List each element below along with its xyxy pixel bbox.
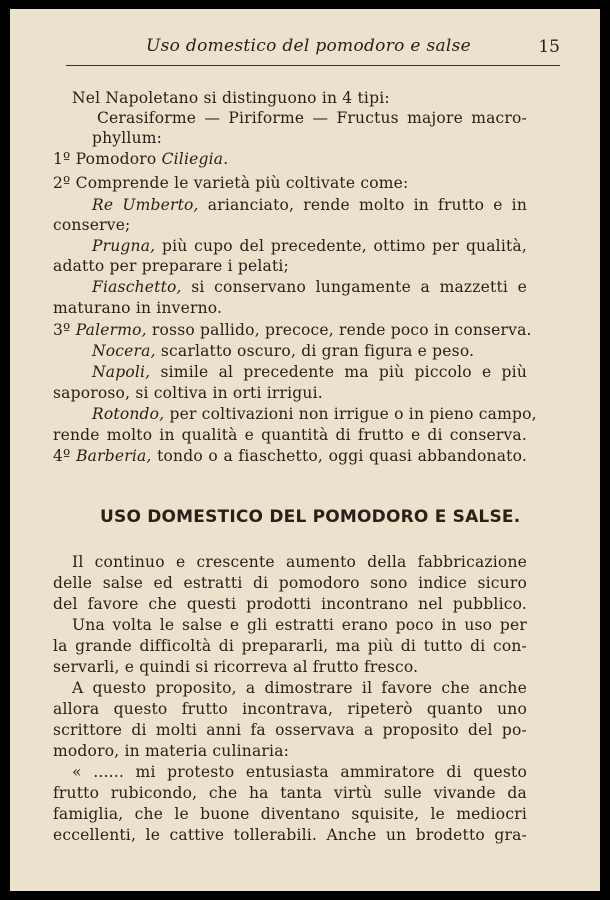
body-line: scrittore di molti anni fa osservava a proposito del po- <box>53 721 527 739</box>
variety-name: Rotondo, <box>92 405 165 423</box>
list-item-3 <box>53 320 532 340</box>
list-item-4 <box>53 446 527 466</box>
body-line: eccellenti, le cattive tollerabili. Anche un brodetto gra- <box>53 826 527 844</box>
body-line: frutto rubicondo, che ha tanta virtù sulle vivande da <box>53 784 527 802</box>
variety-ciliegia: Ciliegia. <box>161 150 229 168</box>
body-line: delle salse ed estratti di pomodoro sono indice sicuro <box>53 574 527 592</box>
variety-desc: scarlatto oscuro, di gran figura e peso. <box>155 342 475 360</box>
variety-fiaschetto-cont: maturano in inverno. <box>53 299 223 317</box>
item-3-label: 3º <box>53 321 71 339</box>
body-line: la grande difficoltà di prepararli, ma più di tutto di con- <box>53 637 527 655</box>
variety-desc: per coltivazioni non irrigue o in pieno campo, <box>164 405 537 423</box>
variety-desc: più cupo del precedente, ottimo per qualità, <box>155 237 527 255</box>
variety-desc: arianciato, rende molto in frutto e in <box>198 196 527 214</box>
variety-name: Fiaschetto, <box>92 278 182 296</box>
body-line: Una volta le salse e gli estratti erano poco in uso per <box>72 616 527 634</box>
list-types-line-1: Cerasiforme — Piriforme — Fructus majore macro- <box>97 109 527 127</box>
body-line: del favore che questi prodotti incontrano nel pubblico. <box>53 595 527 613</box>
variety-desc: simile al precedente ma più piccolo e più <box>150 363 527 381</box>
variety-desc: si conservano lungamente a mazzetti e <box>181 278 527 296</box>
variety-napoli <box>92 362 527 382</box>
variety-name: Napoli, <box>92 363 151 381</box>
variety-desc: tondo o a fiaschetto, oggi quasi abbandonato. <box>151 447 527 465</box>
variety-prugna <box>92 236 527 256</box>
variety-napoli-cont: saporoso, si coltiva in orti irrigui. <box>53 384 323 402</box>
page-number: 15 <box>538 37 560 57</box>
header-title: Uso domestico del pomodoro e salse <box>146 36 472 56</box>
body-line: modoro, in materia culinaria: <box>53 742 290 760</box>
variety-name: Re Umberto, <box>92 196 199 214</box>
variety-barberia: Barberia, <box>76 447 152 465</box>
body-line: famiglia, che le buone diventano squisite, le mediocri <box>53 805 527 823</box>
list-item-1 <box>53 149 228 169</box>
list-intro: Nel Napoletano si distinguono in 4 tipi: <box>72 89 390 107</box>
variety-palermo: Palermo, <box>75 321 147 339</box>
variety-prugna-cont: adatto per preparare i pelati; <box>53 257 289 275</box>
list-item-2: 2º Comprende le varietà più coltivate come: <box>53 174 409 192</box>
variety-name: Nocera, <box>92 342 156 360</box>
variety-re-umberto-cont: conserve; <box>53 216 131 234</box>
variety-rotondo-cont: rende molto in qualità e quantità di frutto e di conserva. <box>53 426 527 444</box>
body-line: Il continuo e crescente aumento della fabbricazione <box>72 553 527 571</box>
variety-fiaschetto <box>92 277 527 297</box>
body-line: A questo proposito, a dimostrare il favore che anche <box>72 679 527 697</box>
item-4-label: 4º <box>53 447 71 465</box>
body-line: allora questo frutto incontrava, ripeterò quanto uno <box>53 700 527 718</box>
variety-nocera <box>92 341 474 361</box>
section-heading: USO DOMESTICO DEL POMODORO E SALSE. <box>100 507 521 527</box>
variety-name: Prugna, <box>92 237 156 255</box>
list-types-line-2: phyllum: <box>92 129 163 147</box>
item-1-label: 1º Pomodoro <box>53 150 157 168</box>
variety-desc: rosso pallido, precoce, rende poco in conserva. <box>146 321 532 339</box>
body-line: « ...... mi protesto entusiasta ammiratore di questo <box>72 763 527 781</box>
book-page <box>10 9 600 891</box>
running-header <box>66 31 560 66</box>
body-line: servarli, e quindi si ricorreva al frutto fresco. <box>53 658 419 676</box>
variety-re-umberto <box>92 195 527 215</box>
variety-rotondo <box>92 404 537 424</box>
